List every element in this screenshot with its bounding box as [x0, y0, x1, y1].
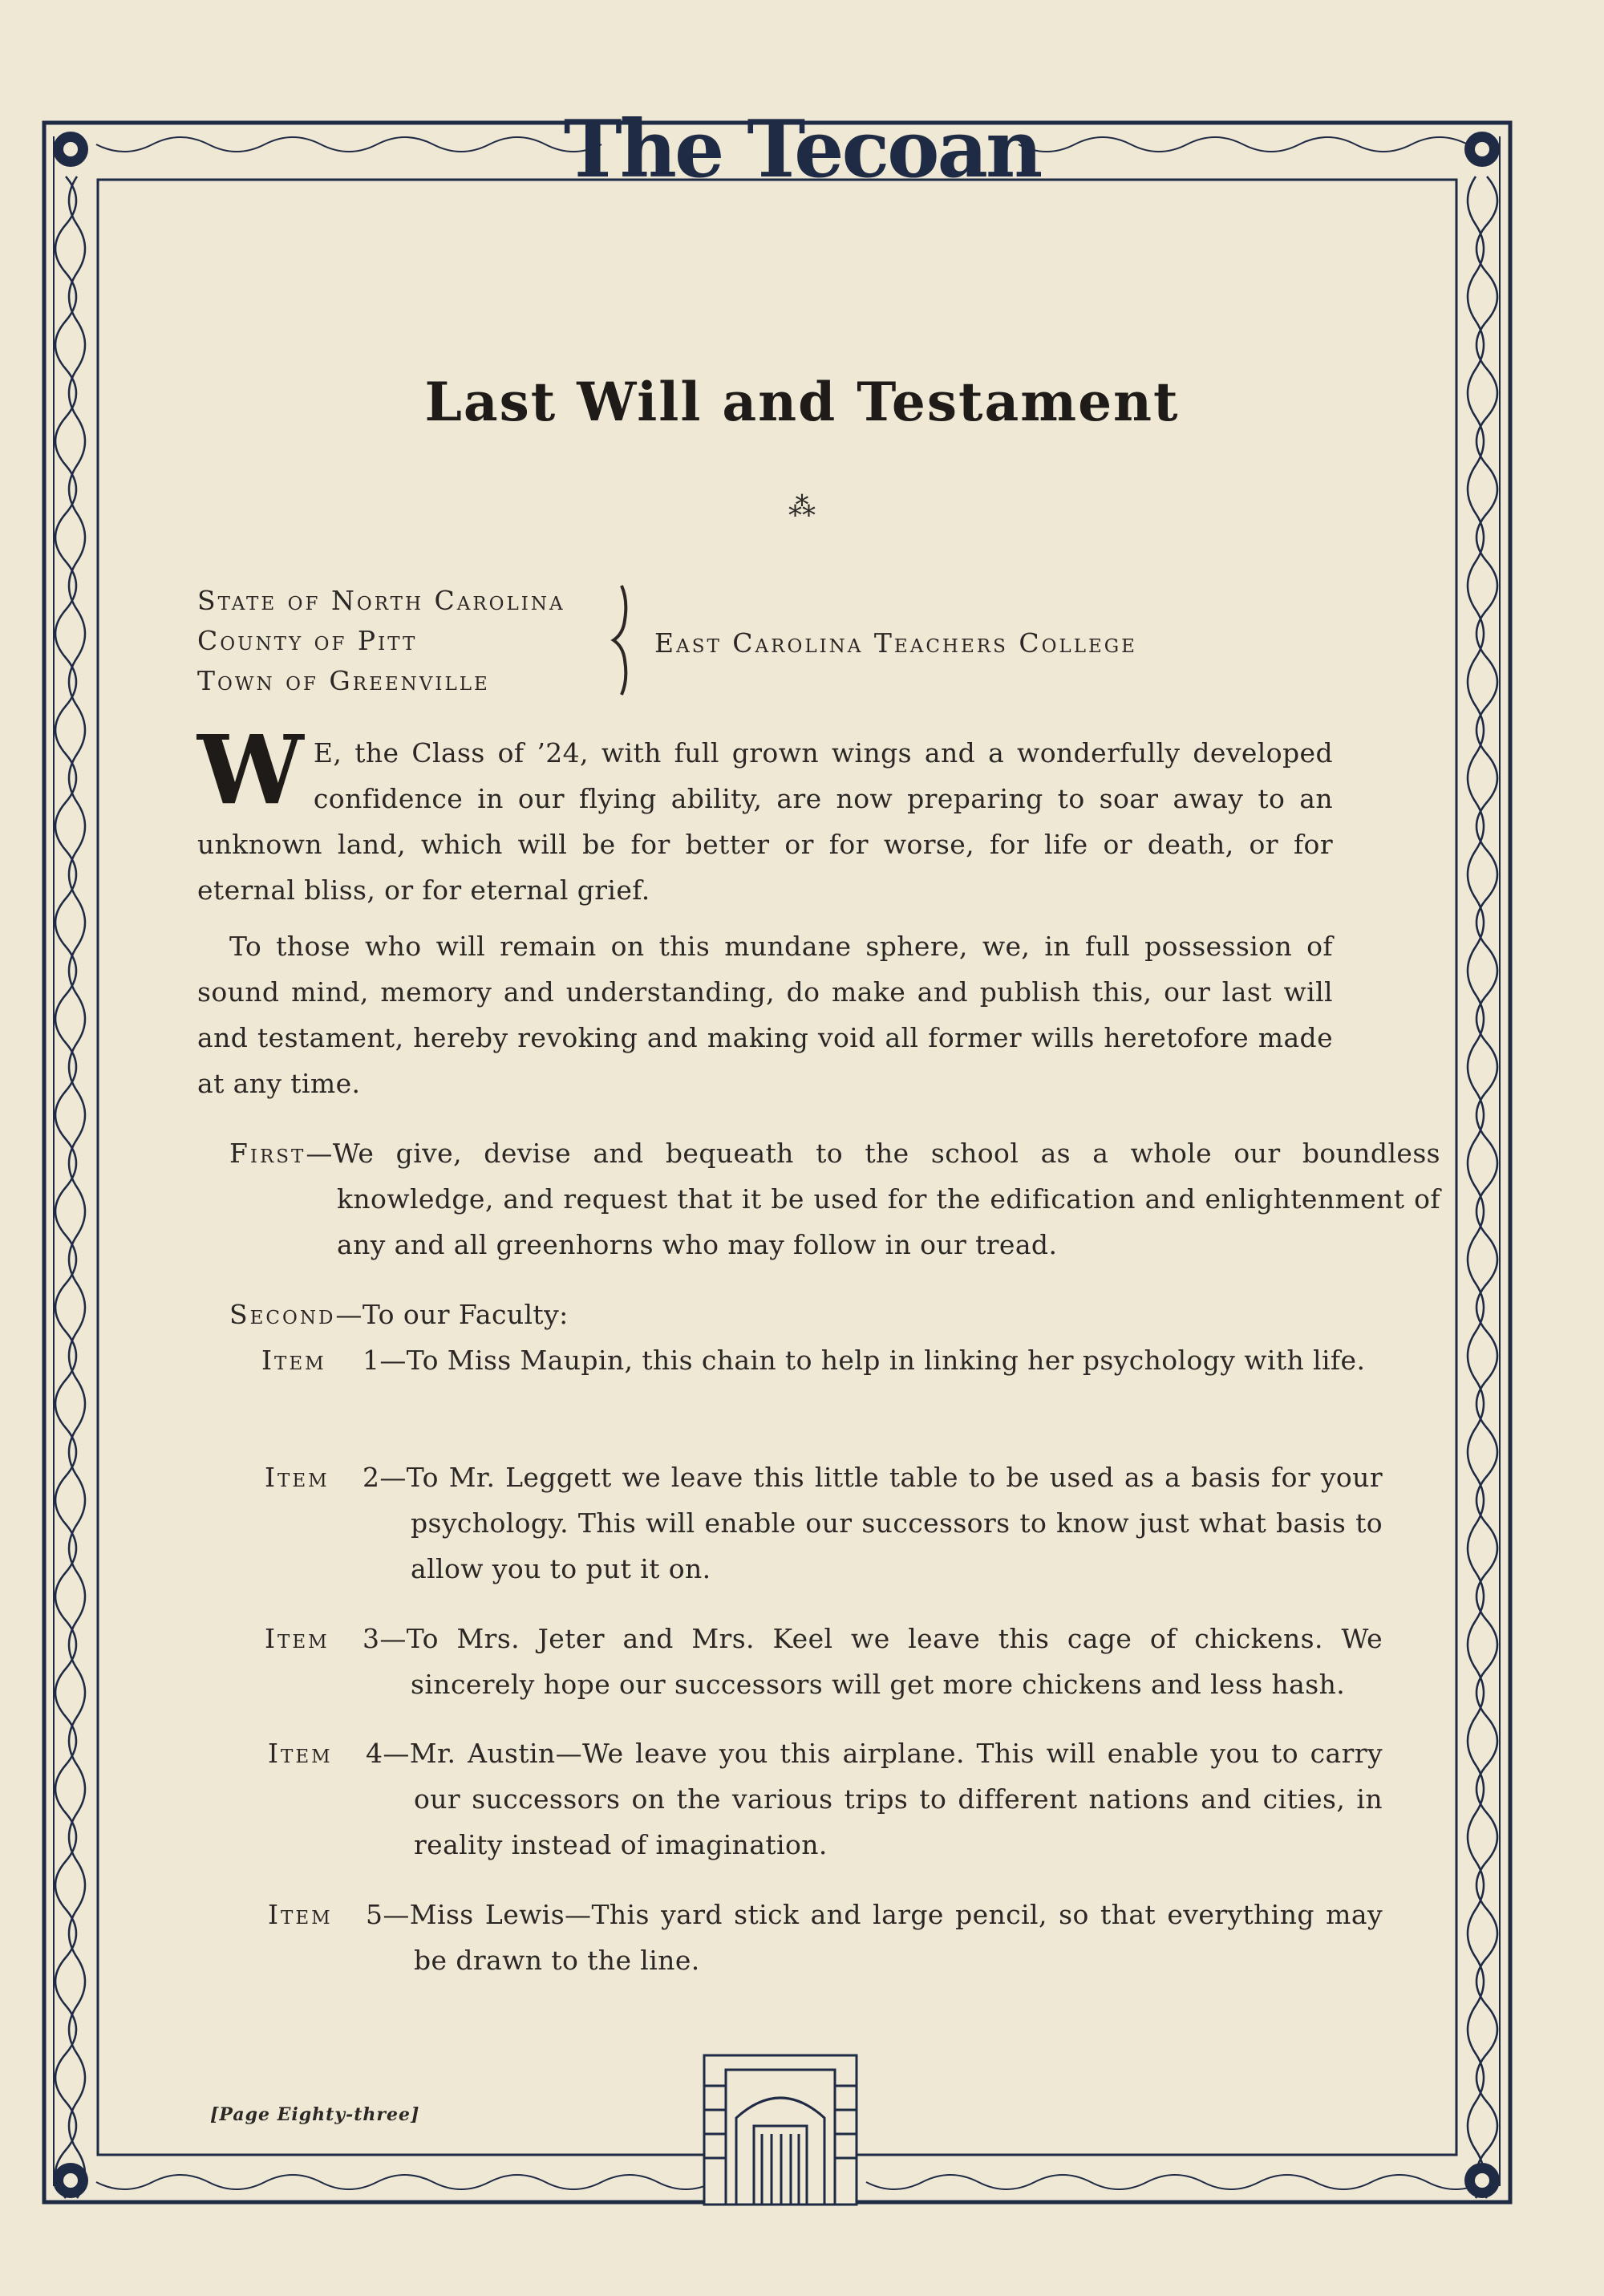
college-name: East Carolina Teachers College — [654, 627, 1137, 659]
item-label: Item — [265, 1623, 330, 1654]
item-label: Item — [265, 1462, 330, 1493]
first-label: First — [229, 1138, 306, 1169]
item-text: 5—Miss Lewis—This yard stick and large pencil, so that everything may be drawn to the line. — [366, 1899, 1383, 1976]
first-text: —We give, devise and bequeath to the school as a whole our boundless knowledge, and request that it be used for the edification and enlightenment of any and all greenhorns who may follow in our tread. — [306, 1138, 1440, 1260]
page-title: Last Will and Testament — [424, 371, 1180, 433]
second-label: Second — [229, 1299, 336, 1330]
item-label: Item — [261, 1345, 326, 1376]
item-text: 2—To Mr. Leggett we leave this little table to be used as a basis for your psychology. This will enable our successors to know just what basis to allow you to put it on. — [363, 1462, 1383, 1584]
drop-cap: W — [197, 714, 304, 826]
item-text: 3—To Mrs. Jeter and Mrs. Keel we leave this cage of chickens. We sincerely hope our successors will get more chickens and less hash. — [363, 1623, 1383, 1700]
first-clause — [229, 1130, 1440, 1268]
caption-line-county: County of Pitt — [197, 625, 418, 656]
brace-icon — [606, 584, 638, 696]
item-label: Item — [268, 1738, 333, 1769]
page-number: [Page Eighty-three] — [210, 2104, 420, 2125]
intro-paragraph-2: To those who will remain on this mundane sphere, we, in full possession of sound mind, memory and understanding, do make and publish this, our last will and testament, hereby revoking and making void all former wills heretofore made at any time. — [197, 931, 1333, 1099]
caption-line-state: State of North Carolina — [197, 585, 565, 616]
second-text: —To our Faculty: — [335, 1299, 569, 1330]
masthead-title: The Tecoan — [563, 103, 1041, 196]
item-text: 4—Mr. Austin—We leave you this airplane. This will enable you to carry our successors on the various trips to different nations and cities, in reality instead of imagination. — [366, 1738, 1383, 1860]
second-clause — [229, 1292, 1333, 1337]
item-text: 1—To Miss Maupin, this chain to help in linking her psychology with life. — [363, 1345, 1366, 1376]
asterism-ornament-icon: ⁂ — [788, 491, 816, 523]
caption-line-town: Town of Greenville — [197, 665, 490, 696]
doorway-emblem-icon — [704, 2055, 857, 2205]
item-label: Item — [268, 1899, 333, 1930]
intro-text-1: E, the Class of ’24, with full grown wings and a wonderfully developed confidence in our flying ability, are now preparing to soar away to an unknown land, which will be for better or for worse, for life or death, or for eternal bliss, or for eternal grief. — [197, 737, 1333, 906]
intro-paragraph-1 — [197, 714, 1333, 913]
